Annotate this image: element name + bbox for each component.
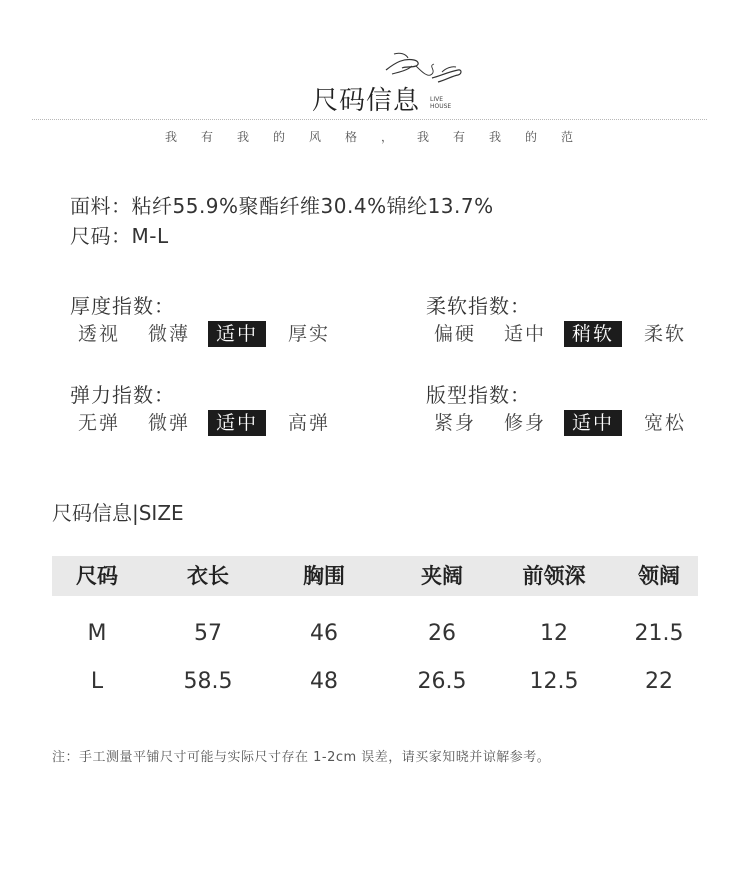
slogan-char: 我 — [489, 130, 502, 144]
table-cell: 12 — [540, 621, 568, 646]
logo-text — [430, 96, 451, 110]
fabric-spec: 面料：粘纤55.9%聚酯纤维30.4%锦纶13.7% — [70, 194, 494, 218]
table-cell: 46 — [310, 621, 338, 646]
thickness-option: 厚实 — [288, 323, 331, 345]
elasticity-option: 无弹 — [78, 412, 121, 434]
slogan-char: 格 — [345, 130, 358, 144]
elasticity-index-title: 弹力指数： — [70, 383, 175, 407]
slogan-char: 我 — [237, 130, 250, 144]
table-cell: 48 — [310, 669, 338, 694]
softness-index-title: 柔软指数： — [426, 294, 531, 318]
table-cell: 21.5 — [634, 621, 684, 646]
table-header-cell: 衣长 — [187, 564, 229, 588]
table-cell: 26.5 — [417, 669, 467, 694]
logo-line: HOUSE — [430, 103, 452, 110]
slogan-char: 风 — [309, 130, 322, 144]
thickness-option: 微薄 — [148, 323, 191, 345]
softness-option-selected: 稍软 — [564, 321, 622, 347]
divider — [32, 119, 707, 120]
slogan-char: 我 — [165, 130, 178, 144]
page-title: 尺码信息 — [312, 86, 421, 116]
measurement-note: 注：手工测量平铺尺寸可能与实际尺寸存在 1-2cm 误差，请买家知晓并谅解参考。 — [52, 750, 551, 765]
elasticity-option: 微弹 — [148, 412, 191, 434]
slogan-char: 有 — [201, 130, 214, 144]
thickness-option-selected: 适中 — [208, 321, 266, 347]
fit-option: 紧身 — [434, 412, 477, 434]
table-cell: 26 — [428, 621, 456, 646]
fit-index-title: 版型指数： — [426, 383, 531, 407]
softness-option: 偏硬 — [434, 323, 477, 345]
slogan — [0, 128, 750, 144]
slogan-char: 有 — [453, 130, 466, 144]
slogan-char: 我 — [417, 130, 430, 144]
hands-logo-icon — [382, 48, 466, 88]
elasticity-option: 高弹 — [288, 412, 331, 434]
table-cell: 12.5 — [529, 669, 579, 694]
fit-option-selected: 适中 — [564, 410, 622, 436]
logo-line: LIVE — [430, 96, 444, 103]
table-cell: 58.5 — [183, 669, 233, 694]
softness-option: 适中 — [504, 323, 547, 345]
table-header-cell: 前领深 — [522, 564, 586, 588]
slogan-char: ， — [381, 130, 394, 144]
table-header-cell: 领阔 — [638, 564, 680, 588]
slogan-char: 的 — [273, 130, 286, 144]
slogan-char: 的 — [525, 130, 538, 144]
elasticity-option-selected: 适中 — [208, 410, 266, 436]
softness-option: 柔软 — [644, 323, 687, 345]
table-header-cell: 夹阔 — [421, 564, 463, 588]
size-section-heading: 尺码信息|SIZE — [52, 501, 184, 525]
table-cell: M — [87, 621, 107, 646]
table-cell: 22 — [645, 669, 673, 694]
fit-option: 宽松 — [644, 412, 687, 434]
size-spec: 尺码：M-L — [70, 224, 169, 248]
table-cell: 57 — [194, 621, 222, 646]
size-table-header — [52, 556, 698, 596]
slogan-char: 范 — [561, 130, 574, 144]
table-cell: L — [90, 669, 104, 694]
table-header-cell: 胸围 — [303, 564, 345, 588]
table-header-cell: 尺码 — [76, 564, 118, 588]
fit-option: 修身 — [504, 412, 547, 434]
thickness-index-title: 厚度指数： — [70, 294, 175, 318]
thickness-option: 透视 — [78, 323, 121, 345]
